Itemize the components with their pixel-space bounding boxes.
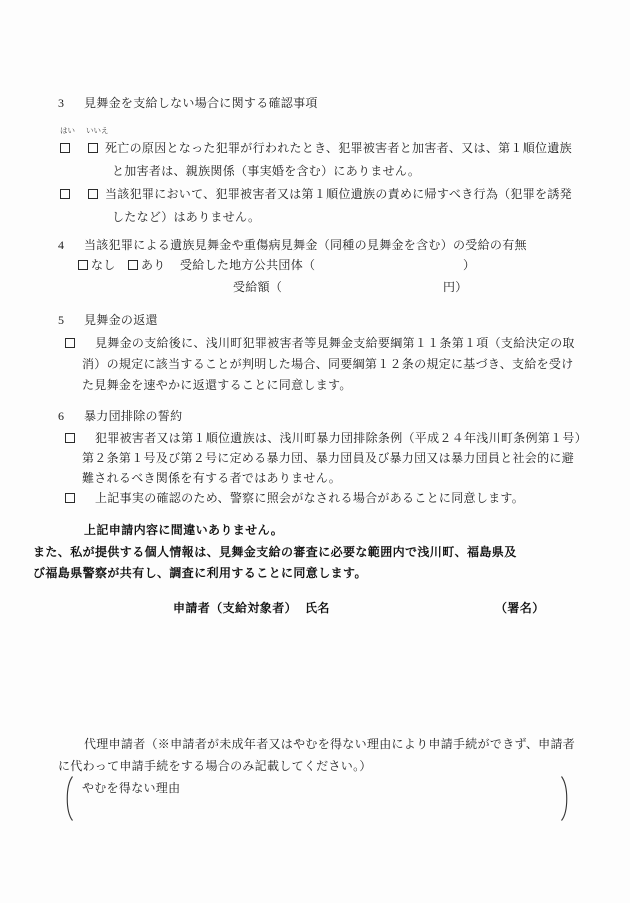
checkbox-confirm1-no[interactable] <box>88 143 98 153</box>
name-label: 氏名 <box>305 601 330 615</box>
gang-pledge-line3: 難されるべき関係を有する者ではありません。 <box>82 471 342 485</box>
left-big-paren <box>62 775 74 827</box>
declaration-line3: び福島県警察が共有し、調査に利用することに同意します。 <box>33 566 367 580</box>
proxy-line1: 代理申請者（※申請者が未成年者又はやむを得ない理由により申請手続ができず、申請者 <box>84 737 576 751</box>
checkbox-police-inquiry-consent[interactable] <box>65 493 75 503</box>
checkbox-confirm2-no[interactable] <box>88 189 98 199</box>
proxy-line2: に代わって申請手続をする場合のみ記載してください。） <box>58 759 372 773</box>
signature-label: （署名） <box>495 601 545 615</box>
police-inquiry-line: 上記事実の確認のため、警察に照会がなされる場合があることに同意します。 <box>95 491 525 505</box>
checkbox-receipt-none[interactable] <box>78 260 88 270</box>
municipality-blank[interactable] <box>330 258 460 272</box>
confirm-item1-line1: 死亡の原因となった犯罪が行われたとき、犯罪被害者と加害者、又は、第１順位遺族 <box>105 141 572 155</box>
declaration-line2: また、私が提供する個人情報は、見舞金支給の審査に必要な範囲内で浅川町、福島県及 <box>33 545 517 559</box>
column-label-yes: はい <box>60 126 75 135</box>
column-label-no: いいえ <box>86 126 109 135</box>
name-signature-blank[interactable] <box>338 598 488 616</box>
amount-unit: 円） <box>443 280 468 294</box>
confirm-item2-line1: 当該犯罪において、犯罪被害者又は第１順位遺族の責めに帰すべき行為（犯罪を誘発 <box>105 187 572 201</box>
unavoidable-reason-label: やむを得ない理由 <box>82 781 181 795</box>
receipt-yes-label: あり <box>141 258 166 272</box>
checkbox-confirm2-yes[interactable] <box>60 189 70 199</box>
checkbox-confirm1-yes[interactable] <box>60 143 70 153</box>
section4-number: 4 <box>58 238 65 252</box>
section6-title: 暴力団排除の誓約 <box>84 409 183 423</box>
section3-number: 3 <box>58 96 65 110</box>
municipality-label: 受給した地方公共団体（ <box>180 258 316 272</box>
checkbox-receipt-yes[interactable] <box>128 260 138 270</box>
amount-label: 受給額（ <box>233 280 283 294</box>
applicant-label: 申請者（支給対象者） <box>173 601 298 615</box>
refund-line2: 消）の規定に該当することが判明した場合、同要綱第１２条の規定に基づき、支給を受け <box>82 357 574 371</box>
checkbox-refund-agree[interactable] <box>65 338 75 348</box>
unavoidable-reason-blank[interactable] <box>82 798 552 820</box>
refund-line3: た見舞金を速やかに返還することに同意します。 <box>82 378 352 392</box>
section3-title: 見舞金を支給しない場合に関する確認事項 <box>84 96 318 110</box>
section6-number: 6 <box>58 409 65 423</box>
gang-pledge-line1: 犯罪被害者又は第１順位遺族は、浅川町暴力団排除条例（平成２４年浅川町条例第１号） <box>95 431 588 445</box>
section5-number: 5 <box>58 313 65 327</box>
confirm-item1-line2: と加害者は、親族関係（事実婚を含む）にありません。 <box>112 164 421 178</box>
gang-pledge-line2: 第２条第１号及び第２号に定める暴力団、暴力団員及び暴力団又は暴力団員と社会的に避 <box>82 451 575 465</box>
confirm-item2-line2: したなど）はありません。 <box>112 210 261 224</box>
checkbox-gang-exclusion-pledge[interactable] <box>65 433 75 443</box>
amount-blank[interactable] <box>288 280 440 294</box>
section5-title: 見舞金の返還 <box>84 313 158 327</box>
section4-title: 当該犯罪による遺族見舞金や重傷病見舞金（同種の見舞金を含む）の受給の有無 <box>84 238 527 252</box>
receipt-none-label: なし <box>91 258 116 272</box>
refund-line1: 見舞金の支給後に、浅川町犯罪被害者等見舞金支給要綱第１１条第１項（支給決定の取 <box>95 336 575 350</box>
right-big-paren <box>560 775 572 827</box>
municipality-close-paren: ） <box>463 258 476 272</box>
declaration-line1: 上記申請内容に間違いありません。 <box>84 523 284 537</box>
